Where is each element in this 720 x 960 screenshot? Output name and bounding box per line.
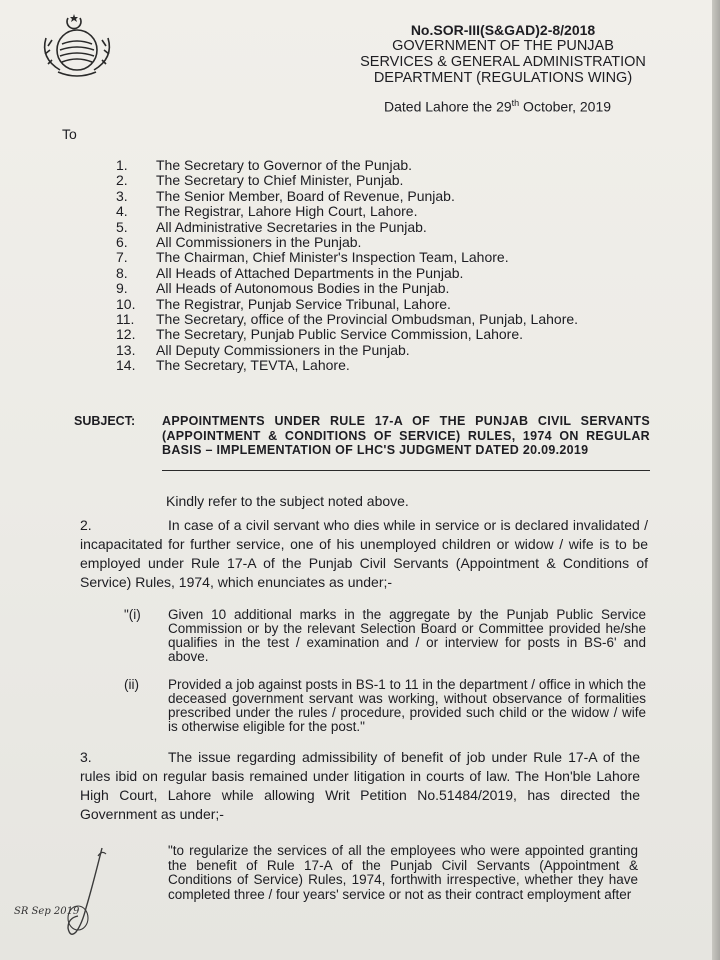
clause-number: (ii) [124,677,139,692]
list-item: 6. All Commissioners in the Punjab. [116,233,362,250]
clause-number: "(i) [124,607,141,622]
to-label: To [62,126,77,142]
list-item: 12. The Secretary, Punjab Public Service Commission, Lahore. [116,326,524,343]
paragraph-3 [80,748,640,824]
header-line-2: SERVICES & GENERAL ADMINISTRATION [360,54,646,70]
list-item: 3. The Senior Member, Board of Revenue, Punjab. [116,187,455,204]
header-line-3: DEPARTMENT (REGULATIONS WING) [373,70,633,86]
subject-text: APPOINTMENTS UNDER RULE 17-A OF THE PUNJAB CIVIL SERVANTS (APPOINTMENT & CONDITIONS OF SERVICE) RULES, 1974 ON REGULAR BASIS – IMPLEMENTATION OF LHC'S JUDGMENT DATED 20.09.2019 [162,414,650,457]
list-item: 9. All Heads of Autonomous Bodies in the Punjab. [116,280,450,297]
list-item: 14. The Secretary, TEVTA, Lahore. [116,357,350,374]
opening-line: Kindly refer to the subject noted above. [166,493,409,509]
paragraph-number: 3. [80,749,92,765]
list-item: 5. All Administrative Secretaries in the Punjab. [116,218,427,235]
clause-text: Provided a job against posts in BS-1 to 11 in the department / office in which the deceased government servant was working, without observance of formalities prescribed under the rules / procedure, provided such child or the widow / wife is otherwise eligible for the post." [168,677,646,734]
paragraph-text: The issue regarding admissibility of benefit of job under Rule 17-A of the rules ibid on regular basis remained under litigation in courts of law. The Hon'ble Lahore High Court, Lahore while allowing Writ Petition No.51484/2019, has directed the Government as under;- [80,749,640,822]
header-line-1: GOVERNMENT OF THE PUNJAB [392,38,614,54]
list-item: 1. The Secretary to Governor of the Punjab. [116,157,413,173]
list-item: 7. The Chairman, Chief Minister's Inspection Team, Lahore. [116,249,509,266]
list-item: 10. The Registrar, Punjab Service Tribunal, Lahore. [116,295,451,312]
court-directive-quote: "to regularize the services of all the employees who were appointed granting the benefit of Rule 17-A of the Punjab Civil Servants (Appointment & Conditions of Service) Rules, 1974, forthwith irrespective, whether they have completed three / four years' service or not as their contract employment after [168,843,638,902]
page-edge [712,0,720,960]
list-item: 13. All Deputy Commissioners in the Punjab. [116,341,410,358]
addressee-list [116,158,578,373]
subject-underline [162,470,650,471]
list-item: 4. The Registrar, Lahore High Court, Lahore. [116,203,418,220]
paragraph-number: 2. [80,517,92,533]
paragraph-2 [80,516,648,592]
signature-note: SR Sep 2019 [14,906,80,917]
list-item: 2. The Secretary to Chief Minister, Punjab. [116,172,404,189]
letterhead [348,22,658,86]
clause-text: Given 10 additional marks in the aggregate by the Punjab Public Service Commission or by the relevant Selection Board or Committee provided he/she qualifies in the test / examination and / or interview for posts in BS-6' and above. [168,607,646,664]
handwritten-signature [10,842,110,942]
government-of-punjab-emblem [38,10,116,80]
paragraph-text: In case of a civil servant who dies while in service or is declared invalidated / incapacitated for further service, one of his unemployed children or widow / wife is to be employed under Rule 17-A of the Punjab Civil Servants (Appointment & Conditions of Service) Rules, 1974, which enunciates as under;- [80,517,648,590]
subject-label: SUBJECT: [74,414,136,428]
date-line: Dated Lahore the 29th October, 2019 [384,98,612,115]
list-item: 8. All Heads of Attached Departments in the Punjab. [116,264,464,281]
list-item: 11. The Secretary, office of the Provincial Ombudsman, Punjab, Lahore. [116,310,579,327]
file-number: No.SOR-III(S&GAD)2-8/2018 [410,22,596,38]
